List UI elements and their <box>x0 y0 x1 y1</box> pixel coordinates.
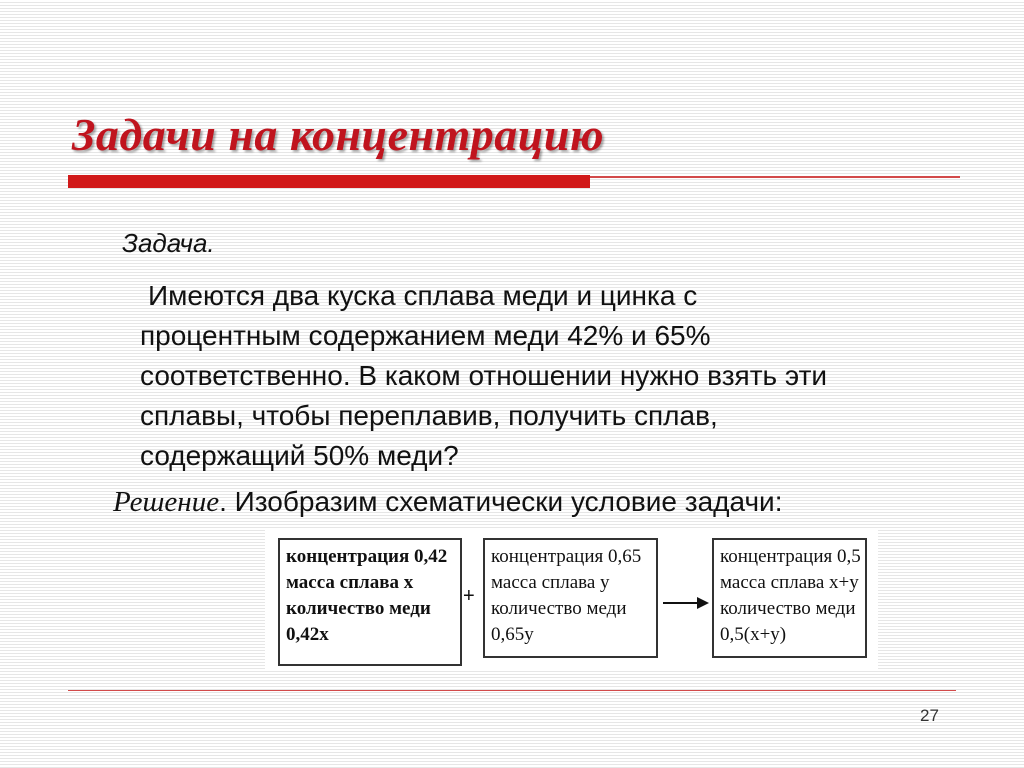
alloy-box-2 <box>483 538 658 658</box>
task-line: сплавы, чтобы переплавив, получить сплав, <box>140 400 718 431</box>
task-line: соответственно. В каком отношении нужно взять эти <box>140 360 828 391</box>
box-line: 0,5(x+y) <box>720 624 787 645</box>
box-line: 0,42x <box>286 624 329 645</box>
box-line: масса сплава x+y <box>720 572 859 593</box>
arrow-right-icon <box>663 596 709 610</box>
box-line: количество меди <box>720 598 856 619</box>
solution-paragraph <box>113 486 782 519</box>
solution-text: . Изобразим схематически условие задачи: <box>219 486 783 517</box>
slide-title: Задачи на концентрацию <box>72 109 605 160</box>
box-line: концентрация 0,5 <box>720 546 861 567</box>
box-line: 0,65y <box>491 624 534 645</box>
task-line: процентным содержанием меди 42% и 65% <box>140 320 711 351</box>
task-text <box>140 276 950 476</box>
plus-sign: + <box>463 585 475 607</box>
task-line: содержащий 50% меди? <box>140 440 459 471</box>
page-number: 27 <box>920 706 939 725</box>
solution-label: Решение <box>113 486 220 518</box>
task-label: Задача. <box>122 228 215 258</box>
box-line: масса сплава x <box>286 572 414 593</box>
box-line: масса сплава y <box>491 572 610 593</box>
box-line: количество меди <box>286 598 431 619</box>
alloy-box-result <box>712 538 867 658</box>
footer-divider <box>68 690 956 691</box>
box-line: концентрация 0,42 <box>286 546 448 567</box>
title-underline-thick <box>68 175 590 188</box>
alloy-box-1 <box>278 538 462 666</box>
task-line: Имеются два куска сплава меди и цинка с <box>148 280 698 311</box>
title-underline-thin <box>590 176 960 178</box>
box-line: количество меди <box>491 598 627 619</box>
scheme-diagram <box>265 530 878 670</box>
box-line: концентрация 0,65 <box>491 546 642 567</box>
